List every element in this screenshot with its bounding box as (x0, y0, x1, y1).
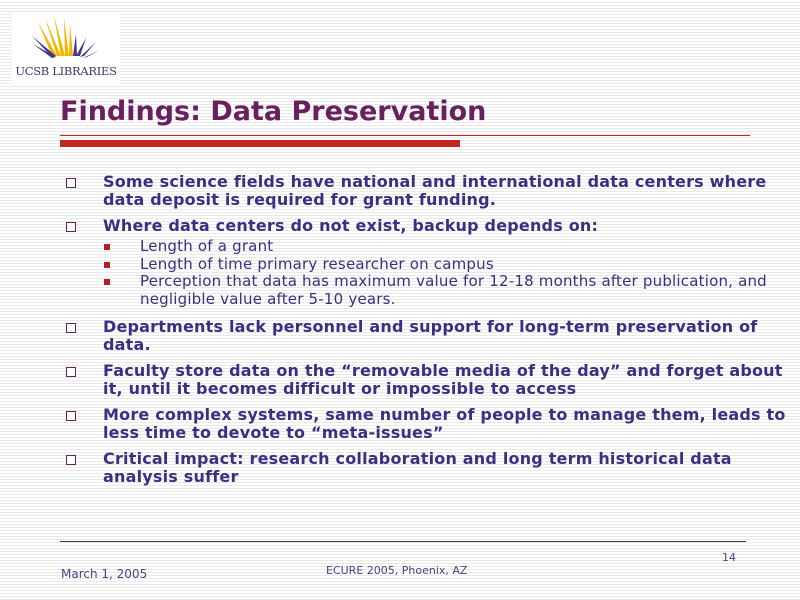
title-divider (60, 135, 750, 136)
bullet-item (0, 406, 800, 442)
bullet-item (0, 362, 800, 398)
hollow-square-bullet-icon (66, 367, 76, 377)
sub-bullet-item (0, 256, 800, 274)
sub-bullet-text: Perception that data has maximum value for 12-18 months after publication, and negligible value after 5-10 years. (140, 272, 767, 308)
hollow-square-bullet-icon (66, 178, 76, 188)
bullet-text: More complex systems, same number of people to manage them, leads to less time to devote to “meta-issues” (103, 405, 786, 442)
bullet-text: Some science fields have national and international data centers where data deposit is required for grant funding. (103, 172, 767, 209)
sub-bullet-item (0, 273, 800, 308)
ucsb-libraries-logo (12, 14, 120, 84)
bullet-text: Critical impact: research collaboration and long term historical data analysis suffer (103, 449, 732, 486)
page-number: 14 (722, 551, 736, 564)
title-accent-bar (60, 140, 460, 147)
bullet-text: Where data centers do not exist, backup depends on: (103, 216, 599, 235)
filled-square-bullet-icon (104, 279, 110, 285)
filled-square-bullet-icon (104, 244, 110, 250)
bullet-item (0, 318, 800, 354)
bullet-item (0, 173, 800, 209)
bullet-list (0, 173, 800, 494)
sub-bullet-text: Length of a grant (140, 237, 274, 255)
bullet-item (0, 217, 800, 235)
hollow-square-bullet-icon (66, 411, 76, 421)
logo-fan-icon (30, 16, 102, 64)
filled-square-bullet-icon (104, 262, 110, 268)
logo-text: UCSB LIBRARIES (15, 64, 117, 78)
footer-divider (60, 541, 746, 542)
slide-title: Findings: Data Preservation (60, 96, 487, 127)
bullet-text: Departments lack personnel and support for long-term preservation of data. (103, 317, 758, 354)
sub-bullet-text: Length of time primary researcher on campus (140, 254, 494, 273)
bullet-item (0, 450, 800, 486)
bullet-text: Faculty store data on the “removable media of the day” and forget about it, until it becomes difficult or impossible to access (103, 361, 783, 398)
footer-event: ECURE 2005, Phoenix, AZ (326, 564, 468, 577)
footer-date: March 1, 2005 (61, 567, 148, 581)
sub-bullet-list (0, 238, 800, 308)
hollow-square-bullet-icon (66, 455, 76, 465)
hollow-square-bullet-icon (66, 323, 76, 333)
hollow-square-bullet-icon (66, 222, 76, 232)
sub-bullet-item (0, 238, 800, 256)
